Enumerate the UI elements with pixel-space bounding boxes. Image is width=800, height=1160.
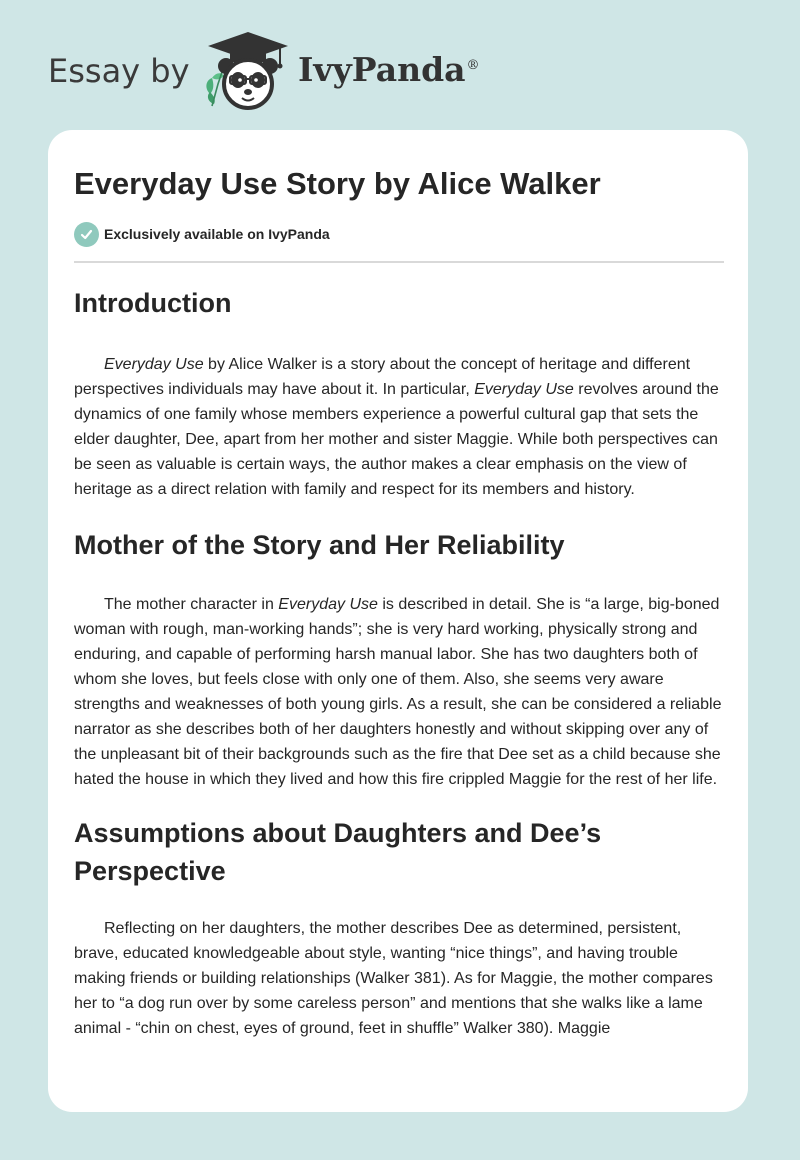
section-heading-mother: Mother of the Story and Her Reliability bbox=[74, 530, 565, 560]
page-title: Everyday Use Story by Alice Walker bbox=[74, 166, 601, 201]
exclusive-badge-label: Exclusively available on IvyPanda bbox=[104, 226, 330, 242]
section-paragraph-mother: The mother character in Everyday Use is described in detail. She is “a large, big-boned woman with rough, man-working hands”; she is very hard working, physically strong and enduring, and capable of performing harsh manual labor. She has two daughters both of whom she loves, but feels close with only one of them. Also, she seems very aware strengths and weaknesses of both young girls. As a result, she can be considered a reliable narrator as she describes both of her daughters honestly and without skipping over any of the unpleasant bit of their backgrounds such as the fire that Dee set as a child because she hated the house in which they lived and how this fire crippled Maggie for the rest of her life. bbox=[74, 596, 722, 788]
section-paragraph-introduction: Everyday Use by Alice Walker is a story about the concept of heritage and different perspectives individuals may have about it. In particular, Everyday Use revolves around the dynamics of one family whose members experience a powerful cultural gap that sets the elder daughter, Dee, apart from her mother and sister Maggie. While both perspectives can be seen as valuable is certain ways, the author makes a clear emphasis on the view of heritage as a direct relation with family and respect for its members and history. bbox=[74, 356, 719, 498]
check-icon bbox=[74, 222, 99, 247]
section-heading-introduction: Introduction bbox=[74, 288, 232, 318]
brand-header bbox=[48, 28, 508, 118]
document-card bbox=[48, 130, 748, 1112]
divider bbox=[74, 261, 724, 263]
section-paragraph-assumptions: Reflecting on her daughters, the mother describes Dee as determined, persistent, brave, educated knowledgeable about style, wanting “nice things”, and having trouble making friends or building relationships (Walker 381). As for Maggie, the mother compares her to “a dog run over by some careless person” and mentions that she walks like a lame animal - “chin on chest, eyes of ground, feet in shuffle” Walker 380). Maggie bbox=[74, 920, 713, 1037]
brand-name: IvyPanda® bbox=[298, 50, 480, 89]
section-heading-assumptions: Assumptions about Daughters and Dee’s Perspective bbox=[74, 818, 602, 886]
brand-prefix: Essay by bbox=[48, 52, 190, 90]
panda-logo-icon bbox=[200, 28, 296, 112]
article-body bbox=[74, 280, 724, 1041]
exclusive-badge bbox=[74, 221, 330, 247]
